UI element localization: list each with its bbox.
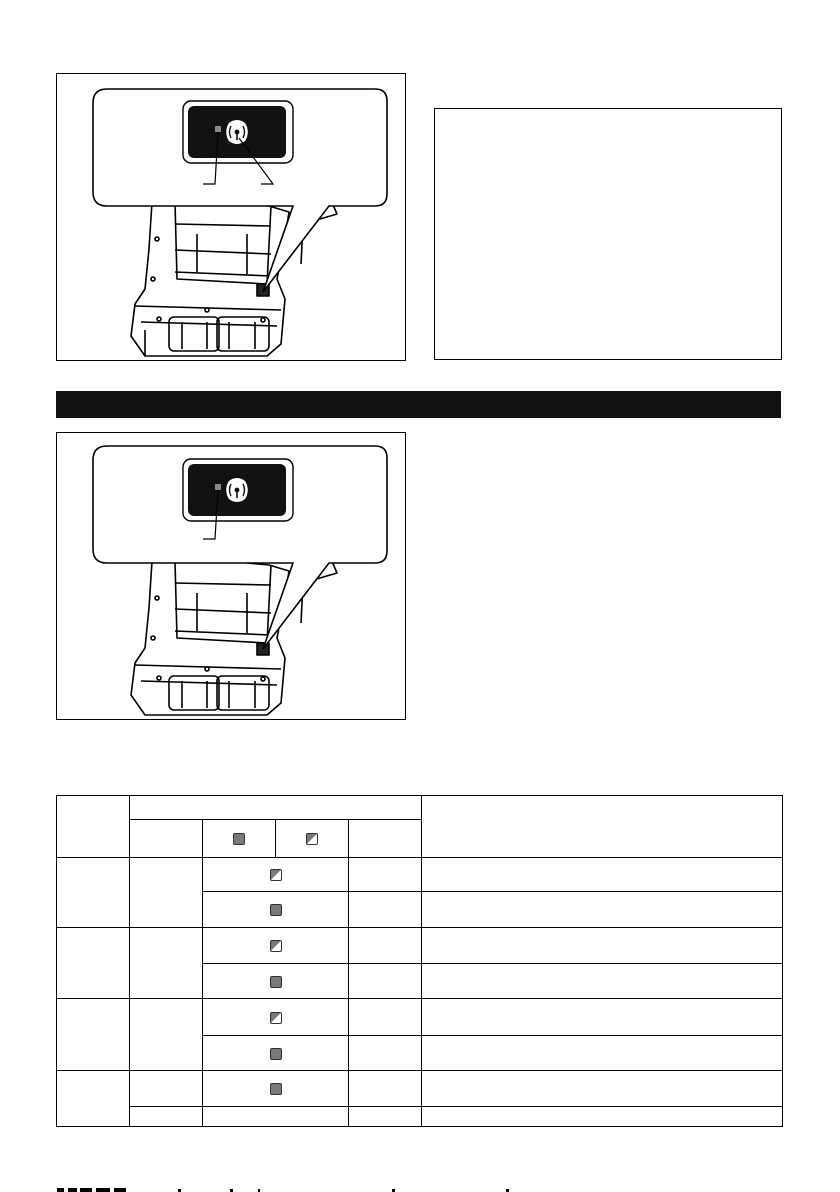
note-box — [434, 108, 782, 360]
table-cell — [57, 999, 130, 1071]
figure-2-tool-illustration — [56, 432, 406, 720]
table-cell — [349, 1035, 422, 1070]
table-row — [57, 999, 783, 1035]
lamp-on-icon — [270, 904, 282, 916]
table-cell — [130, 857, 203, 927]
table-cell — [349, 963, 422, 998]
table-cell — [422, 857, 783, 891]
table-cell — [203, 892, 349, 927]
table-cell — [130, 1106, 203, 1126]
table-cell — [422, 963, 783, 998]
table-header-blinking — [276, 820, 349, 857]
table-cell — [203, 1071, 349, 1106]
table-header-cell — [57, 796, 130, 858]
lamp-blinking-icon — [270, 940, 282, 952]
lamp-on-icon — [233, 833, 245, 845]
table-row — [57, 1106, 783, 1126]
table-cell — [349, 927, 422, 963]
lamp-on-icon — [270, 1048, 282, 1060]
table-row — [57, 1071, 783, 1106]
table-cell — [349, 1106, 422, 1126]
table-header-cell — [130, 820, 203, 857]
table-cell — [203, 927, 349, 963]
lamp-status-table — [56, 795, 783, 1127]
lamp-on-icon — [270, 1083, 282, 1095]
table-cell — [349, 1071, 422, 1106]
indicator-lamp — [215, 126, 221, 132]
table-cell — [422, 892, 783, 927]
table-cell — [422, 1035, 783, 1070]
table-row — [57, 927, 783, 963]
table-cell — [422, 927, 783, 963]
table-header-description — [422, 796, 783, 858]
lamp-on-icon — [270, 976, 282, 988]
table-cell — [57, 927, 130, 999]
table-header-on — [203, 820, 276, 857]
table-cell — [130, 999, 203, 1071]
table-cell — [422, 1106, 783, 1126]
table-cell — [349, 857, 422, 891]
table-cell — [349, 892, 422, 927]
table-cell — [203, 963, 349, 998]
lamp-blinking-icon — [306, 833, 318, 845]
table-cell — [57, 857, 130, 927]
table-cell — [203, 999, 349, 1035]
table-cell — [130, 927, 203, 999]
lamp-blinking-icon — [270, 869, 282, 881]
table-header-lamp-status — [130, 796, 422, 820]
table-header-cell — [349, 820, 422, 857]
table-row — [57, 857, 783, 891]
indicator-panel — [183, 101, 293, 163]
indicator-panel — [183, 459, 293, 521]
table-cell — [203, 1106, 349, 1126]
figure-1-tool-illustration — [56, 73, 406, 361]
table-cell — [203, 1035, 349, 1070]
table-cell — [203, 857, 349, 891]
cropped-text-line — [0, 1186, 840, 1192]
table-cell — [57, 1071, 130, 1127]
lamp-blinking-icon — [270, 1012, 282, 1024]
table-cell — [130, 1071, 203, 1106]
indicator-lamp — [215, 484, 221, 490]
table-cell — [422, 999, 783, 1035]
table-cell — [349, 999, 422, 1035]
section-heading-bar — [56, 391, 781, 418]
table-cell — [422, 1071, 783, 1106]
